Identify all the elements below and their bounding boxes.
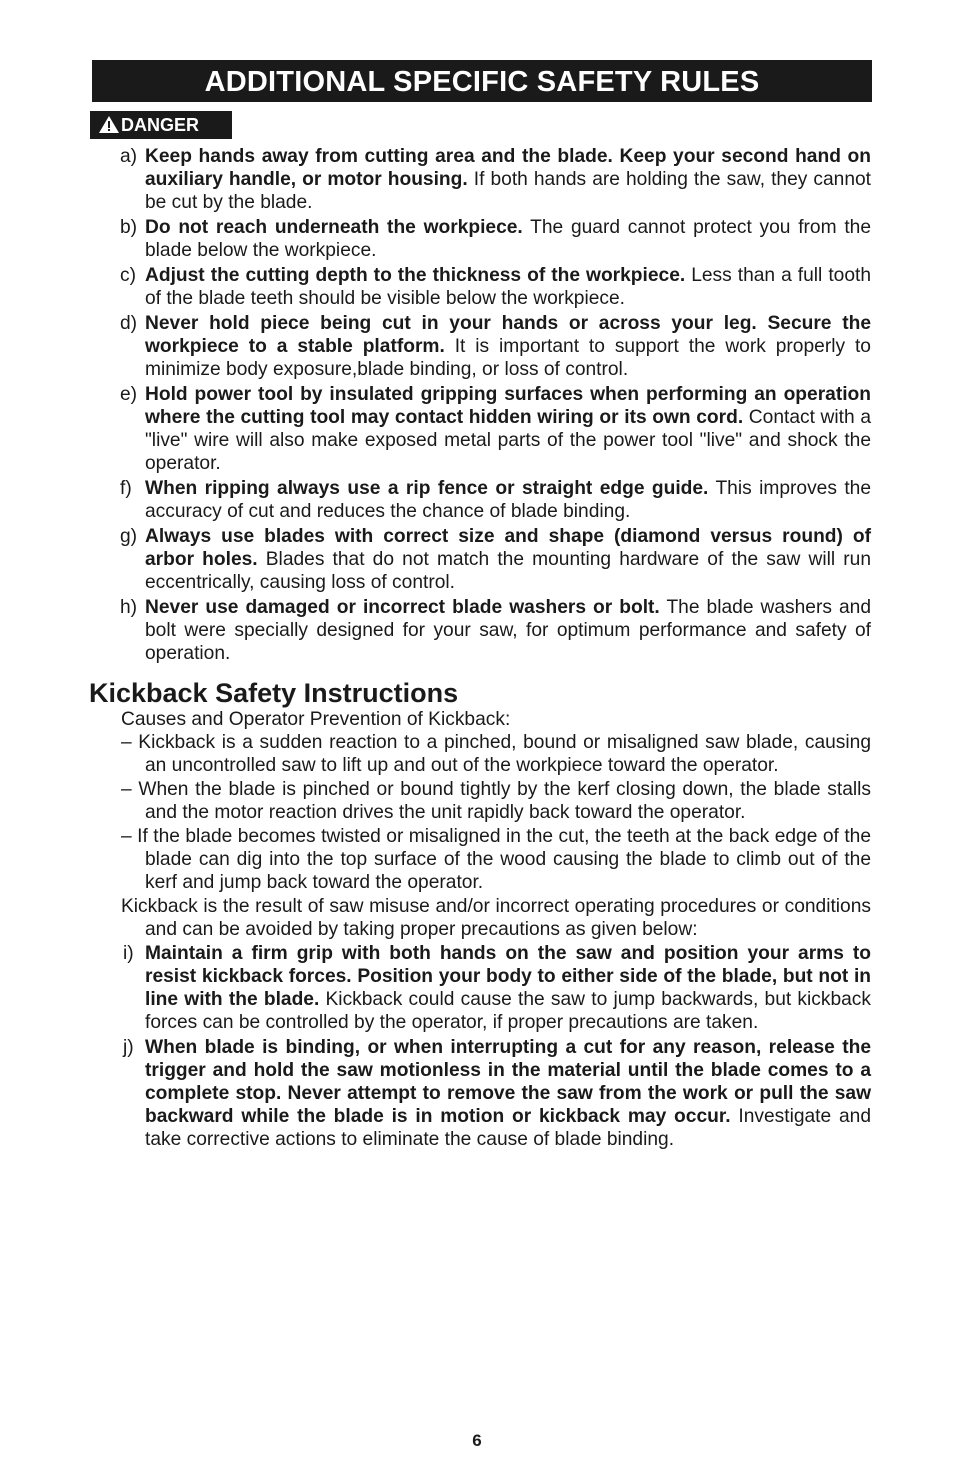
rule-item bbox=[120, 525, 871, 594]
rule-item bbox=[120, 383, 871, 475]
rule-label: j) bbox=[123, 1037, 134, 1058]
rule-label: d) bbox=[120, 313, 138, 334]
danger-badge bbox=[90, 111, 232, 139]
rule-text: The blade washers and bolt were specially designed for your saw, for optimum performance and safety of operation. bbox=[145, 597, 872, 664]
rule-text: It is important to support the work properly to minimize body exposure,blade binding, or loss of control. bbox=[145, 336, 871, 380]
rule-bold-text: Do not reach underneath the workpiece. bbox=[145, 217, 523, 238]
rule-item bbox=[123, 942, 871, 1034]
rule-bold-text: Maintain a firm grip with both hands on the saw and position your arms to resist kickback forces. Position your body to either side of the blade, but not in line with the blade. bbox=[145, 943, 871, 1010]
rule-item bbox=[123, 1036, 871, 1151]
kickback-intro: Causes and Operator Prevention of Kickback: bbox=[121, 709, 511, 730]
rule-item bbox=[120, 145, 871, 214]
danger-label: DANGER bbox=[121, 115, 200, 135]
rule-label: h) bbox=[120, 597, 138, 618]
rule-item bbox=[120, 216, 872, 262]
rule-item bbox=[120, 312, 871, 381]
rule-label: e) bbox=[120, 384, 138, 405]
rule-bold-text: Never hold piece being cut in your hands or across your leg. Secure the workpiece to a stable platform. bbox=[145, 313, 871, 357]
kickback-cause: – If the blade becomes twisted or misaligned in the cut, the teeth at the back edge of the blade can dig into the top surface of the wood causing the blade to climb out of the kerf and jump back toward the operator. bbox=[121, 826, 871, 893]
rule-text: Less than a full tooth of the blade teeth should be visible below the workpiece. bbox=[145, 265, 871, 309]
rule-bold-text: Keep hands away from cutting area and the blade. Keep your second hand on auxiliary handle, or motor housing. bbox=[145, 146, 871, 190]
kickback-summary: Kickback is the result of saw misuse and/or incorrect operating procedures or conditions and can be avoided by taking proper precautions as given below: bbox=[121, 896, 871, 940]
rule-text: This improves the accuracy of cut and reduces the chance of blade binding. bbox=[145, 478, 872, 522]
rule-bold-text: Adjust the cutting depth to the thickness of the workpiece. bbox=[145, 265, 686, 286]
page-number: 6 bbox=[472, 1431, 482, 1450]
rule-bold-text: When blade is binding, or when interrupting a cut for any reason, release the trigger and hold the saw motionless in the material until the blade comes to a complete stop. Never attempt to remove the saw from the work or pull the saw backward while the blade is in motion or kickback may occur. bbox=[145, 1037, 871, 1127]
rule-text: Contact with a "live" wire will also make exposed metal parts of the power tool "live" and shock the operator. bbox=[145, 407, 871, 474]
rule-bold-text: Hold power tool by insulated gripping surfaces when performing an operation where the cutting tool may contact hidden wiring or its own cord. bbox=[145, 384, 871, 428]
section-title: ADDITIONAL SPECIFIC SAFETY RULES bbox=[92, 60, 872, 102]
rule-item bbox=[120, 596, 872, 665]
rule-bold-text: Always use blades with correct size and shape (diamond versus round) of arbor holes. bbox=[145, 526, 871, 570]
kickback-heading: Kickback Safety Instructions bbox=[89, 678, 459, 708]
rule-text: The guard cannot protect you from the blade below the workpiece. bbox=[145, 217, 872, 261]
rule-label: b) bbox=[120, 217, 138, 238]
rule-item bbox=[120, 264, 871, 310]
rule-text: Kickback could cause the saw to jump backwards, but kickback forces can be controlled by the operator, if proper precautions are taken. bbox=[145, 989, 871, 1033]
rule-text: Blades that do not match the mounting hardware of the saw will run eccentrically, causing loss of control. bbox=[145, 549, 871, 593]
rule-label: a) bbox=[120, 146, 138, 167]
rule-label: g) bbox=[120, 526, 138, 547]
rule-bold-text: When ripping always use a rip fence or straight edge guide. bbox=[145, 478, 709, 499]
kickback-cause: – When the blade is pinched or bound tightly by the kerf closing down, the blade stalls and the motor reaction drives the unit rapidly back toward the operator. bbox=[121, 779, 871, 823]
rule-text: If both hands are holding the saw, they cannot be cut by the blade. bbox=[145, 169, 871, 213]
rule-text: Investigate and take corrective actions to eliminate the cause of blade binding. bbox=[145, 1106, 871, 1150]
rules-content bbox=[0, 145, 954, 1153]
rule-bold-text: Never use damaged or incorrect blade washers or bolt. bbox=[145, 597, 660, 618]
kickback-cause: – Kickback is a sudden reaction to a pinched, bound or misaligned saw blade, causing an uncontrolled saw to lift up and out of the workpiece toward the operator. bbox=[121, 732, 871, 776]
warning-triangle-icon bbox=[99, 116, 119, 133]
rule-item bbox=[120, 477, 872, 523]
rule-label: c) bbox=[120, 265, 136, 286]
rule-label: i) bbox=[123, 943, 134, 964]
rule-label: f) bbox=[120, 478, 132, 499]
